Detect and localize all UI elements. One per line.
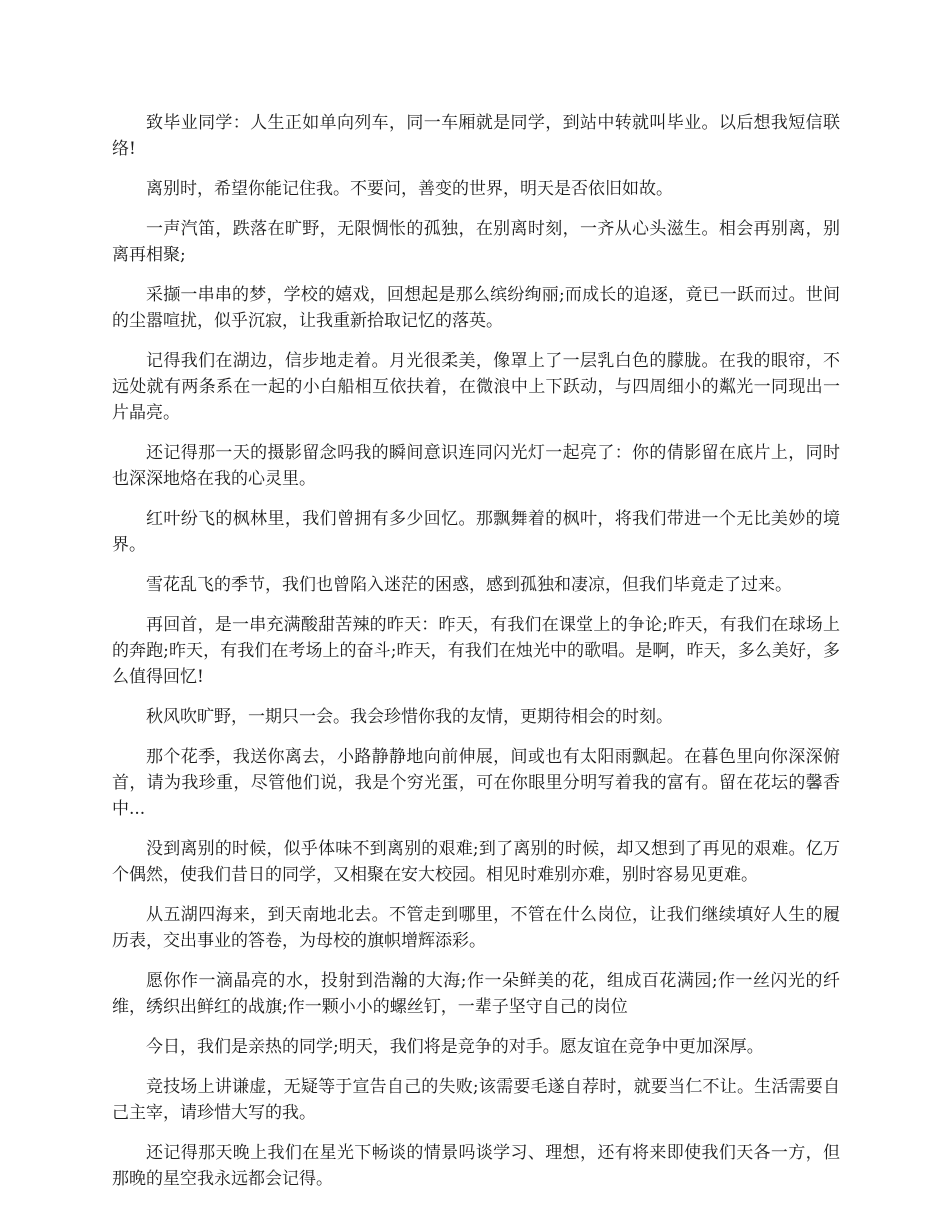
paragraph-6: 还记得那一天的摄影留念吗我的瞬间意识连同闪光灯一起亮了：你的倩影留在底片上，同时也深深地烙在我的心灵里。 [112,443,840,489]
paragraph-2: 离别时，希望你能记住我。不要问，善变的世界，明天是否依旧如故。 [146,179,673,199]
paragraph-15: 今日，我们是亲热的同学;明天，我们将是竞争的对手。愿友谊在竞争中更加深厚。 [146,1037,764,1057]
paragraph-8: 雪花乱飞的季节，我们也曾陷入迷茫的困惑，感到孤独和凄凉，但我们毕竟走了过来。 [146,575,792,595]
paragraph-5: 记得我们在湖边，信步地走着。月光很柔美，像罩上了一层乳白色的朦胧。在我的眼帘，不远处就有两条系在一起的小白船相互依扶着，在微浪中上下跃动，与四周细小的粼光一同现出一片晶亮。 [112,351,840,423]
paragraph-14: 愿你作一滴晶亮的水，投射到浩瀚的大海;作一朵鲜美的花，组成百花满园;作一丝闪光的纤维，绣织出鲜红的战旗;作一颗小小的螺丝钉，一辈子坚守自己的岗位 [112,971,840,1017]
paragraph-13: 从五湖四海来，到天南地北去。不管走到哪里，不管在什么岗位，让我们继续填好人生的履历表，交出事业的答卷，为母校的旗帜增辉添彩。 [112,905,840,951]
paragraph-10: 秋风吹旷野，一期只一会。我会珍惜你我的友情，更期待相会的时刻。 [146,707,673,727]
paragraph-11: 那个花季，我送你离去，小路静静地向前伸展，间或也有太阳雨飘起。在暮色里向你深深俯首，请为我珍重，尽管他们说，我是个穷光蛋，可在你眼里分明写着我的富有。留在花坛的馨香中... [112,747,840,819]
paragraph-1: 致毕业同学：人生正如单向列车，同一车厢就是同学，到站中转就叫毕业。以后想我短信联络! [112,113,840,159]
paragraph-4: 采撷一串串的梦，学校的嬉戏，回想起是那么缤纷绚丽;而成长的追逐，竟已一跃而过。世间的尘嚣喧扰，似乎沉寂，让我重新拾取记忆的落英。 [112,285,840,331]
paragraph-7: 红叶纷飞的枫林里，我们曾拥有多少回忆。那飘舞着的枫叶，将我们带进一个无比美妙的境界。 [112,509,840,555]
paragraph-16: 竞技场上讲谦虚，无疑等于宣告自己的失败;该需要毛遂自荐时，就要当仁不让。生活需要自己主宰，请珍惜大写的我。 [112,1077,840,1123]
paragraph-3: 一声汽笛，跌落在旷野，无限惆怅的孤独，在别离时刻，一齐从心头滋生。相会再别离，别离再相聚; [112,219,840,265]
document-body [112,110,840,1206]
paragraph-12: 没到离别的时候，似乎体味不到离别的艰难;到了离别的时候，却又想到了再见的艰难。亿万个偶然，使我们昔日的同学，又相聚在安大校园。相见时难别亦难，别时容易见更难。 [112,839,840,885]
paragraph-17: 还记得那天晚上我们在星光下畅谈的情景吗谈学习、理想，还有将来即使我们天各一方，但那晚的星空我永远都会记得。 [112,1143,840,1189]
paragraph-9: 再回首，是一串充满酸甜苦辣的昨天：昨天，有我们在课堂上的争论;昨天，有我们在球场上的奔跑;昨天，有我们在考场上的奋斗;昨天，有我们在烛光中的歌唱。是啊，昨天，多么美好，多么值得回忆! [112,615,840,687]
